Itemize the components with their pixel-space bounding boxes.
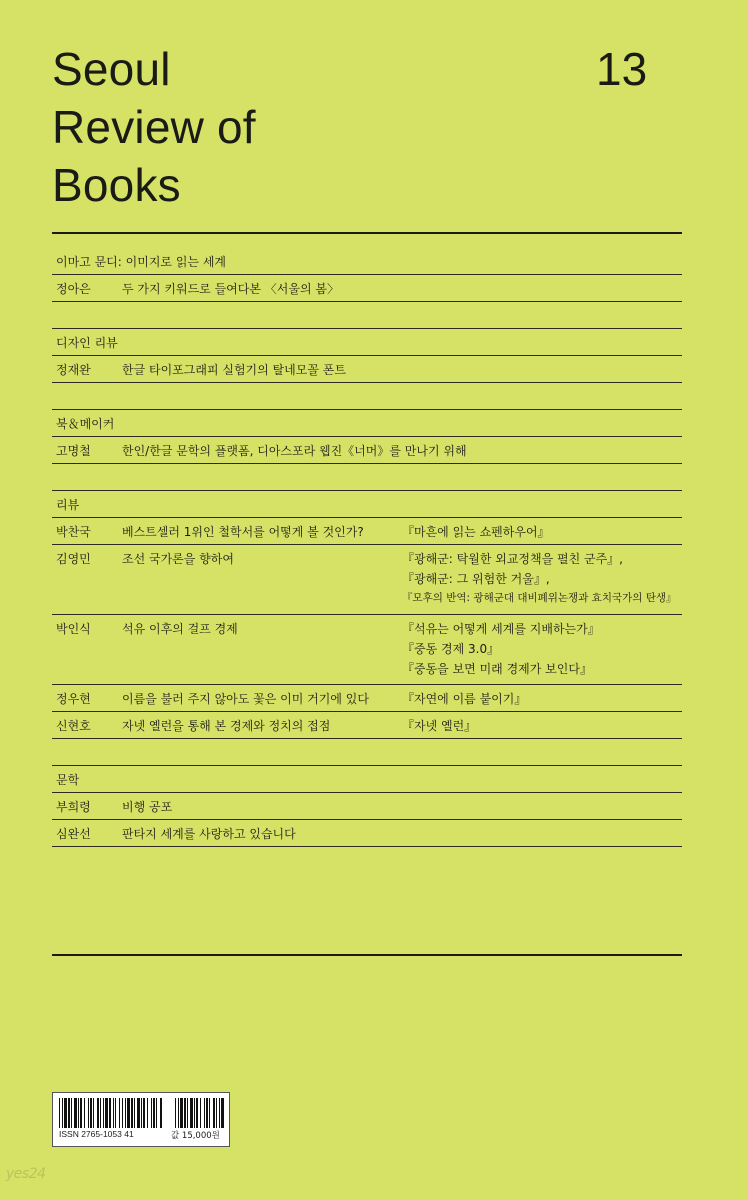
spacer-row (52, 302, 682, 329)
toc-entry[interactable] (52, 712, 682, 739)
section-heading-review (52, 491, 682, 518)
barcode-bar (84, 1098, 85, 1128)
barcode-bar (71, 1098, 72, 1128)
entry-author: 신현호 (56, 719, 91, 733)
barcode-bar (213, 1098, 215, 1128)
entry-title: 한인/한글 문학의 플랫폼, 디아스포라 웹진《너머》를 만나기 위해 (122, 444, 467, 458)
toc-entry[interactable] (52, 356, 682, 383)
barcode-bar (209, 1098, 210, 1128)
top-divider (52, 232, 682, 234)
barcode-bar (80, 1098, 82, 1128)
barcode-bar (190, 1098, 193, 1128)
barcode-bar (204, 1098, 205, 1128)
entry-author: 부희령 (56, 800, 91, 814)
barcode-bar (137, 1098, 140, 1128)
barcode-bar (64, 1098, 67, 1128)
barcode-bar (216, 1098, 217, 1128)
barcode-bar (100, 1098, 101, 1128)
entry-author: 김영민 (56, 552, 91, 566)
spacer-row (52, 464, 682, 491)
barcode-bar (206, 1098, 208, 1128)
barcode-bar (119, 1098, 120, 1128)
barcode-bar (160, 1098, 162, 1128)
barcode-bar (143, 1098, 145, 1128)
barcode-bar (156, 1098, 157, 1128)
barcode-bar (62, 1098, 63, 1128)
barcode-bar (180, 1098, 183, 1128)
barcode-bar (105, 1098, 108, 1128)
table-of-contents (52, 248, 682, 847)
section-heading-label: 문학 (56, 773, 80, 787)
section-heading-label: 북＆메이커 (56, 417, 115, 431)
barcode-bars (59, 1098, 225, 1128)
barcode-bar (131, 1098, 133, 1128)
barcode-bar (109, 1098, 111, 1128)
section-heading-label: 이마고 문디: 이미지로 읽는 세계 (56, 255, 226, 269)
section-heading-label: 리뷰 (56, 498, 80, 512)
barcode-bar (115, 1098, 116, 1128)
barcode-bar (187, 1098, 188, 1128)
magazine-title (52, 40, 256, 214)
barcode-bar (125, 1098, 126, 1128)
barcode-bar (59, 1098, 60, 1128)
barcode-bar (219, 1098, 220, 1128)
spacer-row (52, 739, 682, 766)
entry-author: 심완선 (56, 827, 91, 841)
reviewed-book: 『중동을 보면 미래 경제가 보인다』 (402, 662, 592, 676)
reviewed-book: 『자넷 옐런』 (402, 719, 477, 733)
reviewed-book: 『모후의 반역: 광해군대 대비폐위논쟁과 효치국가의 탄생』 (402, 592, 677, 604)
issn-label: ISSN 2765-1053 41 (59, 1129, 134, 1139)
barcode-bar (74, 1098, 77, 1128)
entry-title: 이름을 불러 주지 않아도 꽃은 이미 거기에 있다 (122, 692, 369, 706)
entry-title: 비행 공포 (122, 800, 173, 814)
barcode-bar (103, 1098, 104, 1128)
price-label: 값 15,000원 (171, 1131, 220, 1141)
barcode-bar (90, 1098, 92, 1128)
reviewed-books (402, 615, 682, 684)
section-heading-literature (52, 766, 682, 793)
entry-title: 판타지 세계를 사랑하고 있습니다 (122, 827, 296, 841)
reviewed-book: 『중동 경제 3.0』 (402, 642, 500, 656)
entry-author: 정우현 (56, 692, 91, 706)
barcode-bar (122, 1098, 123, 1128)
section-heading-label: 디자인 리뷰 (56, 336, 118, 350)
toc-entry[interactable] (52, 275, 682, 302)
barcode-bar (141, 1098, 142, 1128)
bottom-divider (52, 954, 682, 956)
reviewed-books (402, 545, 682, 614)
entry-author: 정재완 (56, 363, 91, 377)
entry-author: 정아은 (56, 282, 91, 296)
entry-title: 조선 국가론을 향하여 (122, 552, 234, 566)
barcode-bar (78, 1098, 79, 1128)
toc-entry[interactable] (52, 685, 682, 712)
barcode-bar (184, 1098, 186, 1128)
barcode-bar (196, 1098, 198, 1128)
entry-title: 석유 이후의 걸프 경제 (122, 622, 238, 636)
reviewed-book: 『광해군: 그 위험한 거울』, (402, 572, 550, 586)
entry-author: 박인식 (56, 622, 91, 636)
barcode-bar (194, 1098, 195, 1128)
spacer-row (52, 383, 682, 410)
section-heading-book-maker (52, 410, 682, 437)
barcode-bar (88, 1098, 89, 1128)
issue-number: 13 (596, 43, 648, 95)
title-line-2: Review of (52, 101, 256, 153)
title-line-1: Seoul (52, 43, 171, 95)
barcode-bar (153, 1098, 155, 1128)
section-heading-design-review (52, 329, 682, 356)
section-heading-imago-mundi (52, 248, 682, 275)
barcode-bar (175, 1098, 176, 1128)
toc-entry[interactable] (52, 615, 682, 685)
barcode-bar (68, 1098, 70, 1128)
toc-entry[interactable] (52, 518, 682, 545)
barcode-bar (178, 1098, 179, 1128)
reviewed-book: 『마흔에 읽는 쇼펜하우어』 (402, 525, 550, 539)
barcode-bar (151, 1098, 152, 1128)
reviewed-book: 『석유는 어떻게 세계를 지배하는가』 (402, 622, 600, 636)
toc-entry[interactable] (52, 437, 682, 464)
barcode-bar (221, 1098, 224, 1128)
toc-entry[interactable] (52, 545, 682, 615)
entry-title: 자넷 옐런을 통해 본 경제와 정치의 접점 (122, 719, 331, 733)
barcode-box (52, 1092, 230, 1147)
entry-title: 베스트셀러 1위인 철학서를 어떻게 볼 것인가? (122, 525, 364, 539)
title-line-3: Books (52, 159, 181, 211)
watermark-logo: yes24 (6, 1166, 46, 1182)
toc-entry[interactable] (52, 820, 682, 847)
barcode-bar (134, 1098, 135, 1128)
entry-title: 한글 타이포그래피 실험기의 탈네모꼴 폰트 (122, 363, 346, 377)
barcode-bar (93, 1098, 94, 1128)
entry-title: 두 가지 키워드로 들여다본 〈서울의 봄〉 (122, 282, 339, 296)
toc-entry[interactable] (52, 793, 682, 820)
barcode-bar (200, 1098, 201, 1128)
barcode-bar (147, 1098, 148, 1128)
reviewed-book: 『광해군: 탁월한 외교정책을 펼친 군주』, (402, 552, 623, 566)
barcode-bar (127, 1098, 130, 1128)
barcode-bar (113, 1098, 114, 1128)
barcode-bar (97, 1098, 99, 1128)
reviewed-book: 『자연에 이름 붙이기』 (402, 692, 527, 706)
entry-author: 박찬국 (56, 525, 91, 539)
entry-author: 고명철 (56, 444, 91, 458)
